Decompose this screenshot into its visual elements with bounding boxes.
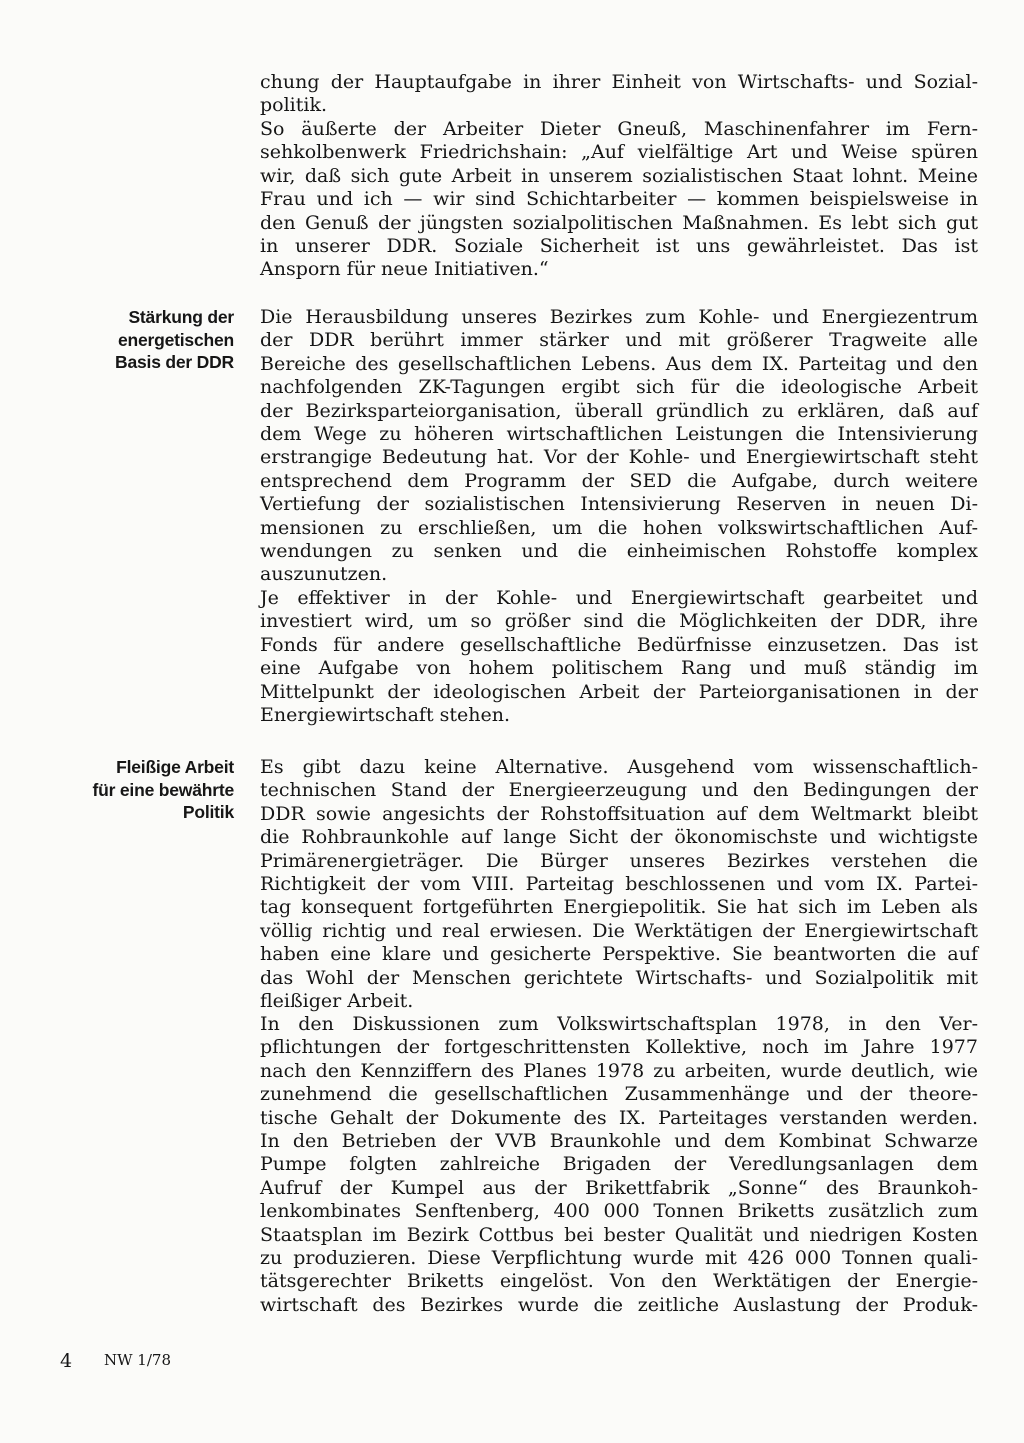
text-line: wirtschaft des Bezirkes wurde die zeitliche Auslastung der Produk- xyxy=(260,1293,978,1316)
text-line: eine Aufgabe von hohem politischem Rang und muß ständig im xyxy=(260,657,978,680)
text-line: chung der Hauptaufgabe in ihrer Einheit von Wirtschafts- und Sozial- xyxy=(260,71,978,93)
text-line: pflichtungen der fortgeschrittensten Kollektive, noch im Jahre 1977 xyxy=(260,1036,978,1059)
text-line: wir, daß sich gute Arbeit in unserem sozialistischen Staat lohnt. Meine xyxy=(260,164,978,187)
text-line: Fonds für andere gesellschaftliche Bedürfnisse einzusetzen. Das ist xyxy=(260,633,978,656)
section2-paragraph-1 xyxy=(260,756,978,1013)
text-line: nach den Kennziffern des Planes 1978 zu arbeiten, wurde deutlich, wie xyxy=(260,1059,978,1082)
text-line: auszunutzen. xyxy=(260,563,388,586)
text-line: lenkombinates Senftenberg, 400 000 Tonnen Briketts zusätzlich zum xyxy=(260,1200,978,1223)
text-line: in unserer DDR. Soziale Sicherheit ist uns gewährleistet. Das ist xyxy=(260,235,978,258)
text-line: mensionen zu erschließen, um die hohen volkswirtschaftlichen Auf- xyxy=(260,516,978,539)
text-line: den Genuß der jüngsten sozialpolitischen Maßnahmen. Es lebt sich gut xyxy=(260,211,978,234)
text-line: politik. xyxy=(260,94,328,117)
text-line: In den Betrieben der VVB Braunkohle und dem Kombinat Schwarze xyxy=(260,1130,978,1153)
text-line: das Wohl der Menschen gerichtete Wirtschafts- und Sozialpolitik mit xyxy=(260,966,978,989)
section1-heading xyxy=(60,306,234,374)
heading-line: für eine bewährte xyxy=(92,779,234,800)
text-line: Primärenergieträger. Die Bürger unseres Bezirkes verstehen die xyxy=(260,849,978,872)
text-line: Energiewirtschaft stehen. xyxy=(260,704,511,727)
text-line: In den Diskussionen zum Volkswirtschaftsplan 1978, in den Ver- xyxy=(260,1013,978,1035)
section1-paragraph-2 xyxy=(260,587,978,727)
edition-label: NW 1/78 xyxy=(104,1351,171,1369)
text-line: Es gibt dazu keine Alternative. Ausgehend vom wissenschaftlich- xyxy=(260,756,978,778)
text-line: technischen Stand der Energieerzeugung und den Bedingungen der xyxy=(260,779,978,802)
text-line: zunehmend die gesellschaftlichen Zusammenhänge und der theore- xyxy=(260,1083,978,1106)
page-number: 4 xyxy=(60,1350,73,1372)
intro-paragraph xyxy=(260,71,978,118)
text-line: Bereiche des gesellschaftlichen Lebens. Aus dem IX. Parteitag und den xyxy=(260,352,978,375)
section1-paragraph-1 xyxy=(260,306,978,587)
section2-heading xyxy=(60,756,234,824)
text-line: Ansporn für neue Initiativen.“ xyxy=(260,258,549,281)
text-line: sehkolbenwerk Friedrichshain: „Auf vielfältige Art und Weise spüren xyxy=(260,141,978,164)
text-line: tag konsequent fortgeführten Energiepolitik. Sie hat sich im Leben als xyxy=(260,896,978,919)
text-line: Die Herausbildung unseres Bezirkes zum Kohle- und Energiezentrum xyxy=(260,306,978,328)
text-line: haben eine klare und gesicherte Perspektive. Sie beantworten die auf xyxy=(260,943,978,966)
text-line: Richtigkeit der vom VIII. Parteitag beschlossenen und vom IX. Partei- xyxy=(260,873,978,896)
text-line: entsprechend dem Programm der SED die Aufgabe, durch weitere xyxy=(260,469,978,492)
heading-line: Stärkung der xyxy=(128,307,234,327)
text-line: völlig richtig und real erwiesen. Die Werktätigen der Energiewirtschaft xyxy=(260,919,978,942)
text-line: die Rohbraunkohle auf lange Sicht der ökonomischste und wichtigste xyxy=(260,826,978,849)
text-line: der Bezirksparteiorganisation, überall gründlich zu erklären, daß auf xyxy=(260,399,978,422)
text-line: Pumpe folgten zahlreiche Brigaden der Veredlungsanlagen dem xyxy=(260,1153,978,1176)
text-line: nachfolgenden ZK-Tagungen ergibt sich für die ideologische Arbeit xyxy=(260,376,978,399)
text-line: Mittelpunkt der ideologischen Arbeit der Parteiorganisationen in der xyxy=(260,680,978,703)
text-line: fleißiger Arbeit. xyxy=(260,990,414,1013)
heading-line: Basis der DDR xyxy=(115,352,234,372)
text-line: Frau und ich — wir sind Schichtarbeiter — kommen beispielsweise in xyxy=(260,188,978,211)
text-line: zu produzieren. Diese Verpflichtung wurde mit 426 000 Tonnen quali- xyxy=(260,1247,978,1270)
quote-paragraph xyxy=(260,118,978,282)
text-line: Staatsplan im Bezirk Cottbus bei bester Qualität und niedrigen Kosten xyxy=(260,1223,978,1246)
text-line: der DDR berührt immer stärker und mit größerer Tragweite alle xyxy=(260,329,978,352)
text-line: dem Wege zu höheren wirtschaftlichen Leistungen die Intensivierung xyxy=(260,423,978,446)
heading-line: energetischen xyxy=(117,329,234,350)
text-line: Aufruf der Kumpel aus der Brikettfabrik „Sonne“ des Braunkoh- xyxy=(260,1176,978,1199)
text-line: erstrangige Bedeutung hat. Vor der Kohle- und Energiewirtschaft steht xyxy=(260,446,978,469)
text-line: So äußerte der Arbeiter Dieter Gneuß, Maschinenfahrer im Fern- xyxy=(260,118,978,140)
heading-line: Fleißige Arbeit xyxy=(116,757,234,777)
text-line: Je effektiver in der Kohle- und Energiewirtschaft gearbeitet und xyxy=(260,587,978,609)
text-line: wendungen zu senken und die einheimischen Rohstoffe komplex xyxy=(260,540,978,563)
heading-line: Politik xyxy=(182,802,234,822)
text-line: DDR sowie angesichts der Rohstoffsituation auf dem Weltmarkt bleibt xyxy=(260,802,978,825)
section2-paragraph-2 xyxy=(260,1013,978,1317)
text-line: investiert wird, um so größer sind die Möglichkeiten der DDR, ihre xyxy=(260,610,978,633)
text-line: Vertiefung der sozialistischen Intensivierung Reserven in neuen Di- xyxy=(260,493,978,516)
text-line: tische Gehalt der Dokumente des IX. Parteitages verstanden werden. xyxy=(260,1106,978,1129)
text-line: tätsgerechter Briketts eingelöst. Von den Werktätigen der Energie- xyxy=(260,1270,978,1293)
